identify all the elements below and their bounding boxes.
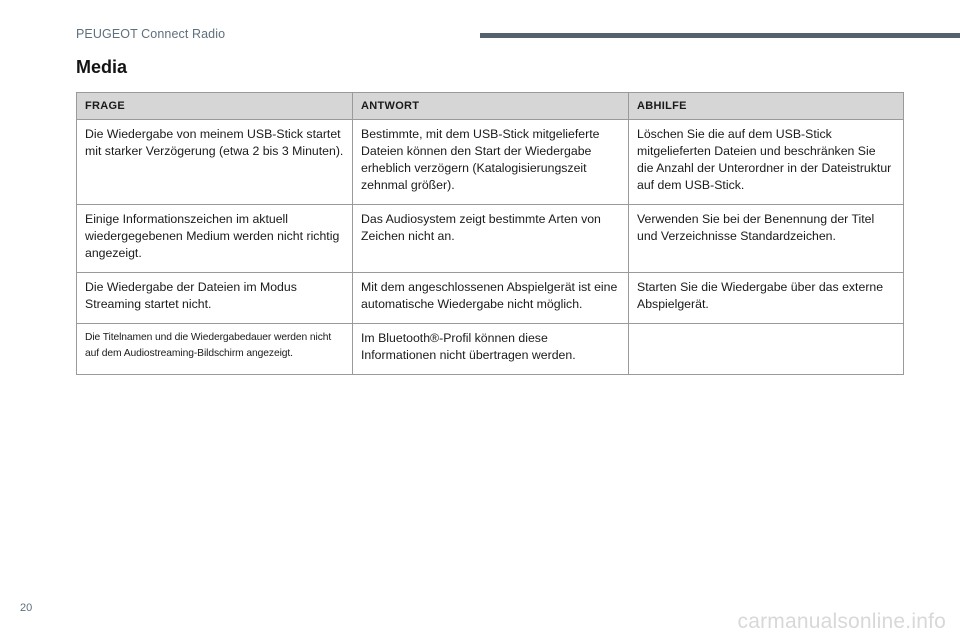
- table-header-row: [77, 93, 904, 120]
- table-row: [77, 273, 904, 324]
- column-header-frage: FRAGE: [77, 93, 353, 120]
- page-number: 20: [20, 602, 33, 614]
- troubleshooting-table: [76, 92, 904, 375]
- running-header-title: PEUGEOT Connect Radio: [76, 27, 226, 41]
- cell-frage: Die Titelnamen und die Wiedergabedauer werden nicht auf dem Audiostreaming-Bildschirm angezeigt.: [77, 324, 353, 375]
- cell-antwort: Bestimmte, mit dem USB-Stick mitgelieferte Dateien können den Start der Wiedergabe erheblich verzögern (Katalogisierungszeit zehnmal größer).: [353, 120, 629, 205]
- cell-abhilfe: Verwenden Sie bei der Benennung der Titel und Verzeichnisse Standardzeichen.: [629, 205, 904, 273]
- cell-antwort: Im Bluetooth®-Profil können diese Informationen nicht übertragen werden.: [353, 324, 629, 375]
- cell-frage: Einige Informationszeichen im aktuell wiedergegebenen Medium werden nicht richtig angezeigt.: [77, 205, 353, 273]
- cell-antwort: Mit dem angeschlossenen Abspielgerät ist eine automatische Wiedergabe nicht möglich.: [353, 273, 629, 324]
- cell-frage: Die Wiedergabe der Dateien im Modus Streaming startet nicht.: [77, 273, 353, 324]
- header-bar: [480, 33, 960, 38]
- table-row: [77, 120, 904, 205]
- table-row: [77, 324, 904, 375]
- column-header-antwort: ANTWORT: [353, 93, 629, 120]
- cell-abhilfe: Löschen Sie die auf dem USB-Stick mitgelieferten Dateien und beschränken Sie die Anzahl der Unterordner in der Dateistruktur auf dem USB-Stick.: [629, 120, 904, 205]
- cell-frage: Die Wiedergabe von meinem USB-Stick startet mit starker Verzögerung (etwa 2 bis 3 Minuten).: [77, 120, 353, 205]
- table-row: [77, 205, 904, 273]
- column-header-abhilfe: ABHILFE: [629, 93, 904, 120]
- section-title: Media: [76, 57, 128, 77]
- cell-abhilfe: Starten Sie die Wiedergabe über das externe Abspielgerät.: [629, 273, 904, 324]
- watermark: carmanualsonline.info: [737, 610, 946, 633]
- cell-antwort: Das Audiosystem zeigt bestimmte Arten von Zeichen nicht an.: [353, 205, 629, 273]
- cell-abhilfe: [629, 324, 904, 375]
